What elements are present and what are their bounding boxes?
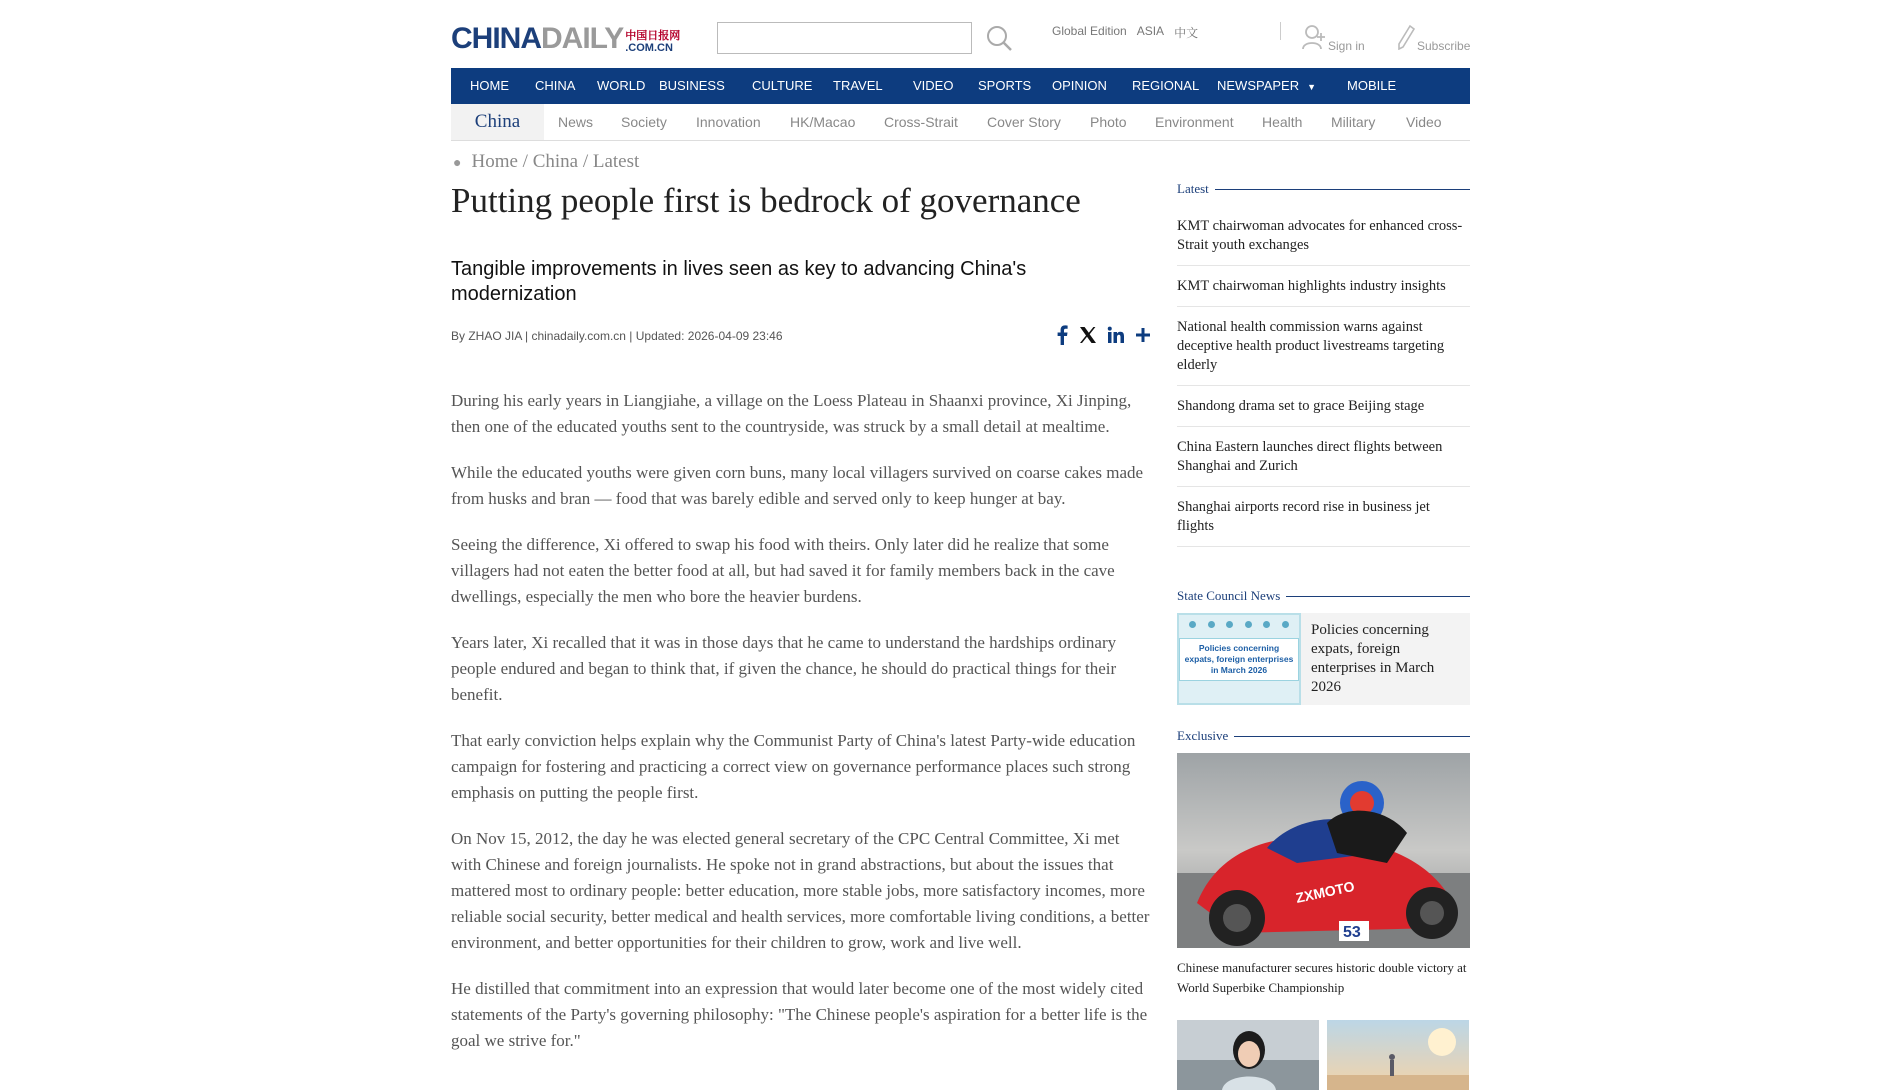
pen-icon xyxy=(1397,24,1415,53)
list-item[interactable]: National health commission warns against deceptive health product livestreams targeting elderly xyxy=(1177,307,1470,386)
exclusive-section xyxy=(1177,727,1470,998)
sidebar xyxy=(1177,180,1470,1090)
nav-regional[interactable]: REGIONAL xyxy=(1132,78,1200,93)
exclusive-title[interactable]: Exclusive xyxy=(1177,728,1229,743)
edition-asia[interactable]: ASIA xyxy=(1136,24,1165,38)
edition-global[interactable]: Global Edition xyxy=(1052,24,1127,38)
page-wrapper xyxy=(451,0,1471,1050)
subnav-video[interactable]: Video xyxy=(1406,114,1442,130)
nav-business[interactable]: BUSINESS xyxy=(659,78,725,93)
subscribe-label: Subscribe xyxy=(1417,39,1471,53)
nav-sports[interactable]: SPORTS xyxy=(978,78,1032,93)
facebook-icon[interactable] xyxy=(1055,325,1069,345)
nav-mobile[interactable]: MOBILE xyxy=(1347,78,1397,93)
latest-header xyxy=(1177,180,1470,198)
nav-world[interactable]: WORLD xyxy=(597,78,646,93)
subscribe-link[interactable] xyxy=(1397,24,1470,53)
state-council-header xyxy=(1177,587,1470,605)
search-icon[interactable] xyxy=(985,24,1013,52)
subnav-military[interactable]: Military xyxy=(1331,114,1376,130)
state-council-card[interactable] xyxy=(1177,613,1470,705)
linkedin-icon[interactable] xyxy=(1107,326,1125,344)
latest-title[interactable]: Latest xyxy=(1177,181,1209,196)
subnav-health[interactable]: Health xyxy=(1262,114,1303,130)
signin-link[interactable] xyxy=(1302,24,1365,53)
subnav-active-china[interactable]: China xyxy=(451,104,544,140)
subnav-cross-strait[interactable]: Cross-Strait xyxy=(884,114,958,130)
logo-text-daily: DAILY xyxy=(541,22,624,55)
article-paragraph: That early conviction helps explain why the Communist Party of China's latest Party-wide education campaign for fostering and practicing a correct view on governance performance places such strong emphasis on putting the people first. xyxy=(451,731,1136,802)
list-item[interactable]: China Eastern launches direct flights between Shanghai and Zurich xyxy=(1177,427,1470,487)
x-icon[interactable] xyxy=(1079,326,1097,344)
logo-sub xyxy=(625,30,680,54)
article-paragraph: During his early years in Liangjiahe, a village on the Loess Plateau in Shaanxi province, Xi Jinping, then one of the educated youths sent to the countryside, was struck by a small detail at mealtime. xyxy=(451,391,1132,436)
state-council-headline[interactable]: Policies concerning expats, foreign enterprises in March 2026 xyxy=(1311,622,1435,695)
article-byline xyxy=(451,325,1151,347)
breadcrumb-sep: / xyxy=(522,151,528,172)
breadcrumb-latest[interactable]: Latest xyxy=(592,151,640,172)
nav-video[interactable]: VIDEO xyxy=(913,78,954,93)
article-paragraph: He distilled that commitment into an expression that would later become one of the most widely cited statements of the Party's governing philosophy: "The Chinese people's aspiration for a better life is the goal we strive for." xyxy=(451,979,1148,1050)
nav-home[interactable]: HOME xyxy=(470,78,509,93)
header-rule xyxy=(1234,736,1470,737)
logo-domain: .COM.CN xyxy=(625,42,680,54)
article-subtitle: Tangible improvements in lives seen as key to advancing China's modernization xyxy=(451,258,1027,305)
bullet-icon: ● xyxy=(453,156,462,171)
list-item[interactable]: Shandong drama set to grace Beijing stage xyxy=(1177,386,1470,427)
chinadaily-logo[interactable] xyxy=(451,22,680,54)
exclusive-caption[interactable]: Chinese manufacturer secures historic double victory at World Superbike Championship xyxy=(1177,960,1467,995)
nav-travel[interactable]: TRAVEL xyxy=(833,78,883,93)
subnav-news[interactable]: News xyxy=(558,114,594,130)
subnav-cover-story[interactable]: Cover Story xyxy=(987,114,1061,130)
list-item[interactable]: Shanghai airports record rise in business jet flights xyxy=(1177,487,1470,547)
search-input[interactable] xyxy=(717,22,972,54)
article-paragraph: On Nov 15, 2012, the day he was elected general secretary of the CPC Central Committee, Xi met with Chinese and foreign journalists. He spoke not in grand abstractions, but about the issues that mattered most to ordinary people: better education, more stable jobs, more satisfactory incomes, more reliable social security, better medical and health services, more comfortable living conditions, a better environment, and better opportunities for their children to grow, work and live well. xyxy=(451,829,1150,952)
logo-text-china: CHINA xyxy=(451,22,541,55)
breadcrumb-home[interactable]: Home xyxy=(471,151,518,172)
subnav-innovation[interactable]: Innovation xyxy=(696,114,761,130)
nav-newspaper-label: NEWSPAPER xyxy=(1217,78,1300,93)
section-subnav xyxy=(451,104,1470,141)
state-council-title[interactable]: State Council News xyxy=(1177,588,1281,603)
article-paragraph: Seeing the difference, Xi offered to swap his food with theirs. Only later did he realize that some villagers had not eaten the better food at all, but had saved it for family members back in the cave dwellings, especially the men who bore the heavier burdens. xyxy=(451,535,1115,606)
nav-opinion[interactable]: OPINION xyxy=(1052,78,1107,93)
header-rule xyxy=(1286,596,1470,597)
main-nav xyxy=(451,68,1470,104)
list-item[interactable]: KMT chairwoman highlights industry insights xyxy=(1177,266,1470,307)
nav-culture[interactable]: CULTURE xyxy=(752,78,813,93)
article-paragraph: While the educated youths were given corn buns, many local villagers survived on coarse cakes made from husks and bran — food that was barely edible and served only to keep hunger at bay. xyxy=(451,463,1144,508)
share-bar xyxy=(1055,325,1151,345)
bike-number: 53 xyxy=(1343,924,1361,941)
subnav-photo[interactable]: Photo xyxy=(1090,114,1127,130)
edition-chinese[interactable]: 中文 xyxy=(1174,26,1199,40)
thumbnail-caption: Policies concerning expats, foreign enterprises in March 2026 xyxy=(1179,638,1299,681)
breadcrumb-sep: / xyxy=(582,151,589,172)
exclusive-photo[interactable] xyxy=(1177,753,1470,948)
article-paragraph: Years later, Xi recalled that it was in those days that he came to understand the hardships ordinary people endured and began to think that, if given the chance, he should do practical things for their benefit. xyxy=(451,633,1117,704)
chevron-down-icon: ▼ xyxy=(1307,81,1317,92)
more-share-icon[interactable] xyxy=(1135,327,1151,343)
top-header xyxy=(451,0,1470,70)
edition-links xyxy=(1052,24,1198,41)
list-item[interactable]: KMT chairwoman advocates for enhanced cross-Strait youth exchanges xyxy=(1177,206,1470,266)
subnav-society[interactable]: Society xyxy=(621,114,667,130)
article-title: Putting people first is bedrock of governance xyxy=(451,181,1081,220)
nav-newspaper[interactable] xyxy=(1217,68,1316,104)
bike-brand: ZXMOTO xyxy=(1294,877,1356,906)
breadcrumb xyxy=(453,151,639,173)
header-divider xyxy=(1280,22,1281,40)
nav-china[interactable]: CHINA xyxy=(535,78,576,93)
logo-chinese: 中国日报网 xyxy=(625,30,681,42)
state-council-section xyxy=(1177,587,1470,705)
byline-text: By ZHAO JIA | chinadaily.com.cn | Updated: 2026-04-09 23:46 xyxy=(451,329,783,343)
exclusive-header xyxy=(1177,727,1470,745)
latest-list xyxy=(1177,206,1470,547)
header-rule xyxy=(1215,189,1470,190)
breadcrumb-china[interactable]: China xyxy=(532,151,579,172)
binder-rings xyxy=(1189,621,1289,628)
subnav-environment[interactable]: Environment xyxy=(1155,114,1234,130)
article xyxy=(451,178,1151,1074)
subnav-hkmacao[interactable]: HK/Macao xyxy=(790,114,856,130)
user-icon xyxy=(1302,24,1326,53)
state-council-thumbnail[interactable] xyxy=(1177,613,1301,705)
signin-label: Sign in xyxy=(1328,39,1365,53)
article-body xyxy=(451,388,1151,1054)
